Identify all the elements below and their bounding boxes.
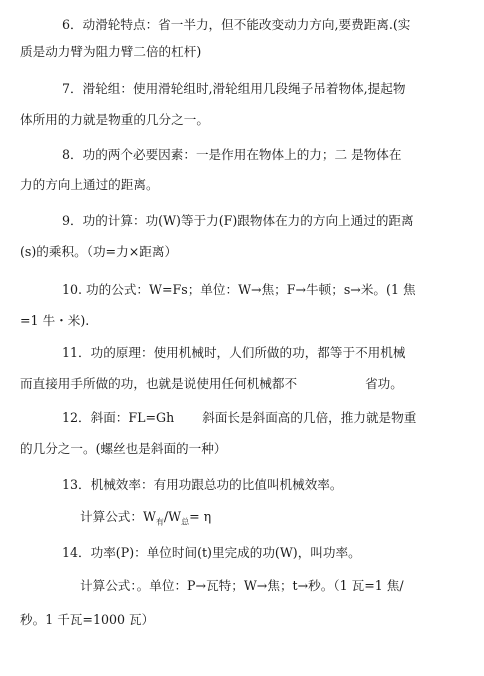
item-10-line-2: =1 牛・米). [20, 313, 90, 328]
formula-slash: /W [163, 509, 182, 524]
item-14-line-3: 秒。1 千瓦=1000 瓦） [20, 612, 155, 627]
item-11-line-2-main: 而直接用手所做的功，也就是说使用任何机械都不 [20, 376, 298, 391]
item-9-line-1: 9．功的计算：功(W)等于力(F)跟物体在力的方向上通过的距离 [62, 213, 414, 228]
formula-suffix: = η [189, 509, 212, 524]
item-6-line-1: 6．动滑轮特点：省一半力，但不能改变动力方向,要费距离.(实 [62, 17, 411, 32]
item-12-formula: 12．斜面：FL=Gh [62, 410, 175, 425]
subscript-total: 总 [181, 517, 190, 527]
item-8-line-1: 8．功的两个必要因素：一是作用在物体上的力；二 是物体在 [62, 147, 402, 162]
item-9-line-2: (s)的乘积。（功=力×距离） [20, 244, 178, 259]
item-7-line-1: 7．滑轮组：使用滑轮组时,滑轮组用几段绳子吊着物体,提起物 [62, 81, 406, 96]
item-12-line-1 [62, 410, 484, 426]
formula-prefix: 计算公式：W [80, 509, 156, 524]
item-13-line-1: 13．机械效率：有用功跟总功的比值叫机械效率。 [62, 477, 343, 492]
subscript-useful: 有 [155, 517, 164, 527]
item-12-text: 斜面长是斜面高的几倍，推力就是物重 [202, 410, 417, 425]
item-10-line-1: 10. 功的公式：W=Fs；单位：W→焦；F→牛顿；s→米。(1 焦 [62, 282, 416, 297]
item-6-line-2: 质是动力臂为阻力臂二倍的杠杆) [20, 44, 202, 59]
item-14-line-2: 计算公式：。单位：P→瓦特；W→焦；t→秒。（1 瓦=1 焦/ [80, 578, 404, 593]
item-11-line-1: 11．功的原理：使用机械时，人们所做的功，都等于不用机械 [62, 345, 406, 360]
item-8-line-2: 力的方向上通过的距离。 [20, 177, 159, 192]
item-7-line-2: 体所用的力就是物重的几分之一。 [20, 112, 209, 127]
item-12-line-2: 的几分之一。(螺丝也是斜面的一种） [20, 441, 227, 456]
item-13-formula [80, 509, 484, 531]
item-14-line-1: 14．功率(P)：单位时间(t)里完成的功(W)，叫功率。 [62, 545, 361, 560]
item-11-line-2 [20, 376, 484, 392]
item-11-line-2-end: 省功。 [365, 376, 403, 391]
